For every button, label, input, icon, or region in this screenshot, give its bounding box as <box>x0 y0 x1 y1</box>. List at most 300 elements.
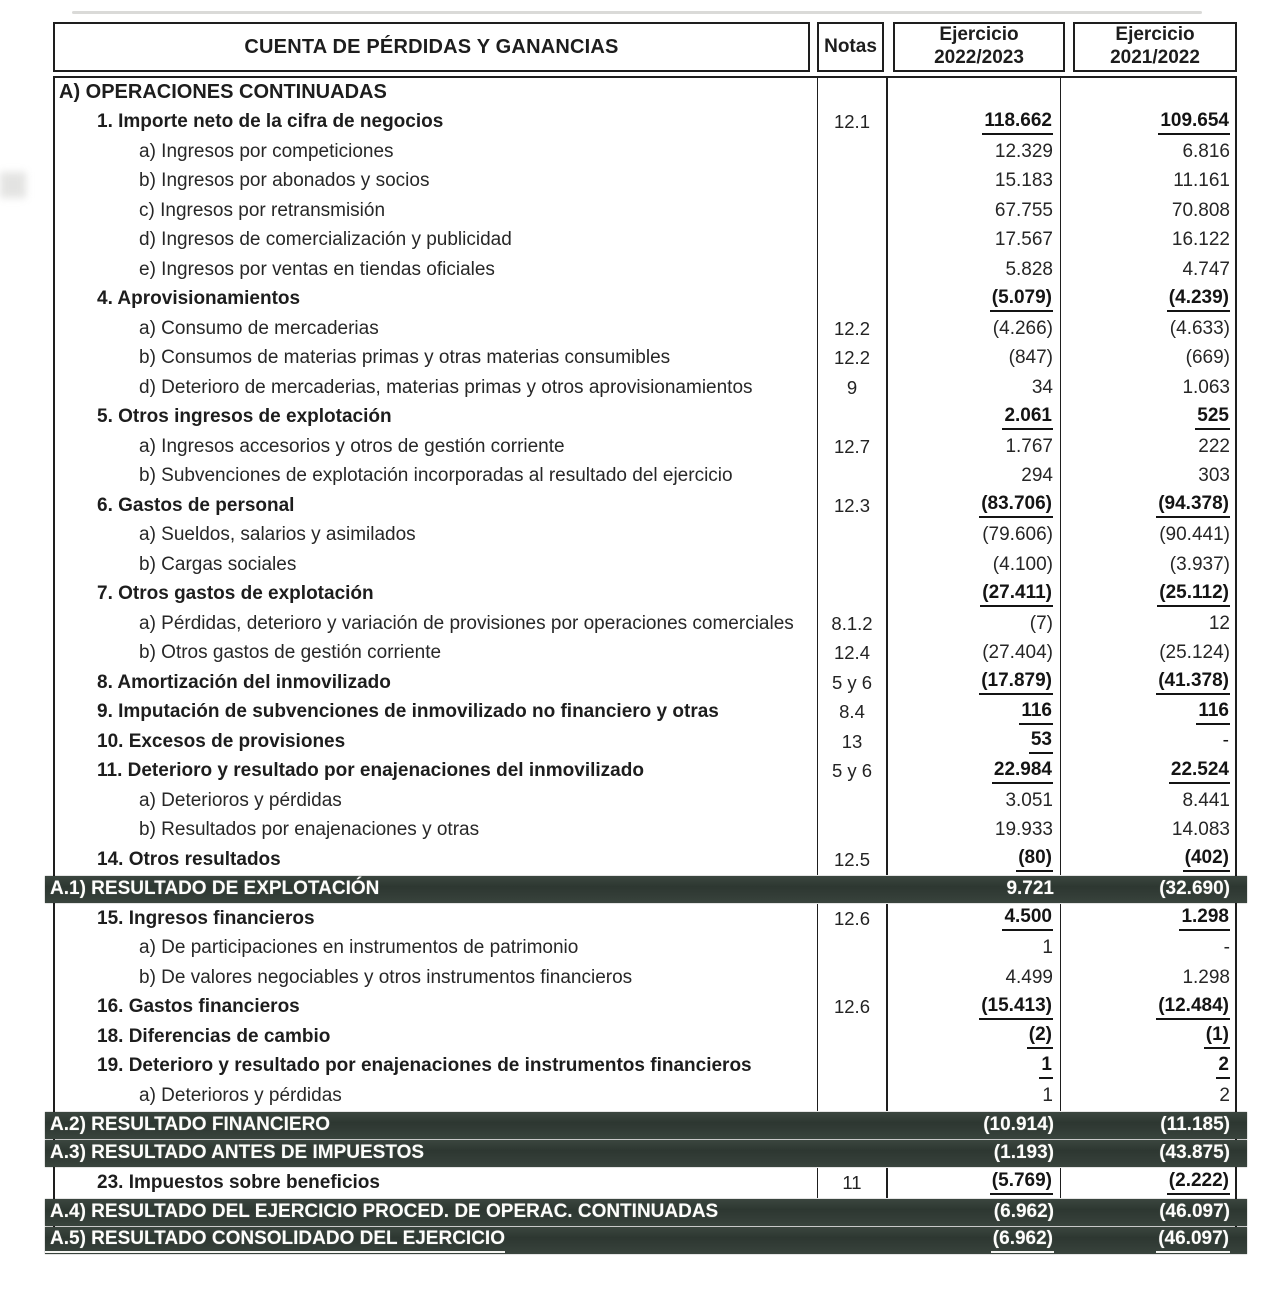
row-note <box>818 78 888 108</box>
value-2021-2022-number: 1.298 <box>1179 906 1230 931</box>
row-label: b) Consumos de materias primas y otras materias consumibles <box>139 347 671 369</box>
row-note <box>818 1022 888 1052</box>
value-2021-2022-number: 1.298 <box>1182 966 1230 988</box>
row-label: 9. Imputación de subvenciones de inmovilizado no financiero y otras <box>97 701 719 723</box>
value-2022-2023 <box>888 698 1061 728</box>
col2-line1: Ejercicio <box>1115 24 1195 46</box>
value-2022-2023 <box>888 1199 1061 1226</box>
value-2022-2023-number: (79.606) <box>982 524 1053 546</box>
table-row <box>55 167 1235 197</box>
table-row <box>55 1168 1235 1198</box>
table-row <box>55 462 1235 492</box>
value-2022-2023-number: (5.079) <box>990 287 1053 312</box>
value-2021-2022-number: (11.185) <box>1160 1114 1230 1136</box>
value-2022-2023 <box>888 1227 1061 1254</box>
value-2022-2023 <box>888 963 1061 993</box>
row-label-cell <box>55 196 818 226</box>
value-2021-2022-number: 22.524 <box>1169 759 1230 784</box>
table-row <box>55 314 1235 344</box>
row-label: a) Ingresos por competiciones <box>139 140 394 162</box>
value-2022-2023 <box>888 1052 1061 1082</box>
row-note <box>818 462 888 492</box>
table-row <box>45 1199 1247 1226</box>
row-label: A.1) RESULTADO DE EXPLOTACIÓN <box>50 878 380 900</box>
row-note <box>818 816 888 846</box>
table-row <box>55 1081 1235 1111</box>
value-2021-2022-number: 303 <box>1198 465 1230 487</box>
row-label: a) De participaciones en instrumentos de patrimonio <box>139 937 579 959</box>
value-2021-2022 <box>1061 845 1235 875</box>
row-label-cell <box>55 963 818 993</box>
value-2021-2022 <box>1061 757 1235 787</box>
row-label: b) Ingresos por abonados y socios <box>139 170 430 192</box>
value-2022-2023-number: (27.411) <box>980 582 1053 607</box>
row-label: b) Subvenciones de explotación incorporadas al resultado del ejercicio <box>139 465 733 487</box>
value-2021-2022-number: (402) <box>1183 847 1230 872</box>
row-label: A.2) RESULTADO FINANCIERO <box>50 1114 331 1136</box>
value-2021-2022-number: 12 <box>1208 612 1230 634</box>
row-label: a) Ingresos accesorios y otros de gestión corriente <box>139 435 565 457</box>
table-row <box>55 196 1235 226</box>
row-note: 12.2 <box>818 314 888 344</box>
bar-spacer <box>1235 1227 1247 1254</box>
row-label-cell <box>55 934 818 964</box>
row-label: a) Sueldos, salarios y asimilados <box>139 524 416 546</box>
value-2021-2022-number: - <box>1222 730 1229 752</box>
value-2022-2023 <box>888 108 1061 138</box>
row-label: A) OPERACIONES CONTINUADAS <box>59 81 387 104</box>
value-2022-2023 <box>888 432 1061 462</box>
value-2022-2023-number: 12.329 <box>994 140 1053 162</box>
value-2022-2023 <box>888 137 1061 167</box>
table-row <box>55 1022 1235 1052</box>
value-2022-2023-number: (6.962) <box>991 1228 1054 1253</box>
row-label: a) Pérdidas, deterioro y variación de provisiones por operaciones comerciales <box>139 612 794 634</box>
value-2021-2022-number: 109.654 <box>1158 110 1230 135</box>
value-2022-2023-number: (10.914) <box>983 1114 1054 1136</box>
row-label-cell <box>55 1081 818 1111</box>
row-label-cell <box>55 137 818 167</box>
col-header-2021-2022 <box>1073 22 1237 72</box>
value-2021-2022 <box>1061 167 1235 197</box>
value-2022-2023-number: 4.500 <box>1002 906 1053 931</box>
value-2021-2022-number: (90.441) <box>1159 524 1230 546</box>
value-2021-2022 <box>1061 462 1235 492</box>
row-note <box>818 1052 888 1082</box>
value-2021-2022-number: (25.112) <box>1157 582 1230 607</box>
table-row <box>55 403 1235 433</box>
row-label: 6. Gastos de personal <box>97 494 295 516</box>
table-row <box>55 373 1235 403</box>
row-note <box>818 934 888 964</box>
row-note <box>818 167 888 197</box>
table-body <box>50 76 1237 1254</box>
table-row <box>55 521 1235 551</box>
row-label-cell <box>45 1140 818 1167</box>
value-2022-2023 <box>888 609 1061 639</box>
row-label-cell <box>55 255 818 285</box>
row-label: c) Ingresos por retransmisión <box>139 199 386 221</box>
value-2022-2023 <box>888 668 1061 698</box>
value-2021-2022-number: (3.937) <box>1169 553 1230 575</box>
table-row <box>55 78 1235 108</box>
value-2021-2022 <box>1061 1052 1235 1082</box>
col2-line2: 2021/2022 <box>1110 47 1200 68</box>
row-note <box>818 1112 888 1139</box>
row-label: A.5) RESULTADO CONSOLIDADO DEL EJERCICIO <box>45 1228 505 1253</box>
row-label: 1. Importe neto de la cifra de negocios <box>97 111 444 133</box>
row-note: 9 <box>818 373 888 403</box>
row-note <box>818 285 888 315</box>
row-label-cell <box>55 904 818 934</box>
row-note: 12.6 <box>818 993 888 1023</box>
row-note <box>818 580 888 610</box>
row-label-cell <box>55 550 818 580</box>
value-2022-2023-number: (27.404) <box>982 642 1053 664</box>
row-label: b) Otros gastos de gestión corriente <box>139 642 442 664</box>
row-label-cell <box>45 1227 818 1254</box>
row-note: 5 y 6 <box>818 668 888 698</box>
value-2021-2022-number: 11.161 <box>1173 170 1230 192</box>
value-2021-2022-number: (2.222) <box>1167 1170 1230 1195</box>
row-label-cell <box>55 698 818 728</box>
value-2021-2022-number: 116 <box>1196 700 1230 725</box>
value-2021-2022 <box>1061 876 1235 903</box>
value-2021-2022-number: (4.239) <box>1167 287 1230 312</box>
value-2022-2023-number: 17.567 <box>994 229 1053 251</box>
value-2022-2023-number: 9.721 <box>1006 878 1054 900</box>
value-2021-2022 <box>1061 1199 1235 1226</box>
value-2021-2022 <box>1061 1227 1235 1254</box>
col1-line1: Ejercicio <box>939 24 1019 46</box>
value-2021-2022-number: (25.124) <box>1159 642 1230 664</box>
row-label-cell <box>55 580 818 610</box>
row-label-cell <box>55 639 818 669</box>
table-row <box>55 727 1235 757</box>
value-2021-2022 <box>1061 580 1235 610</box>
row-label-cell <box>55 757 818 787</box>
value-2021-2022 <box>1061 491 1235 521</box>
row-label-cell <box>55 226 818 256</box>
row-label: 23. Impuestos sobre beneficios <box>97 1171 380 1193</box>
value-2022-2023-number: 2.061 <box>1002 405 1053 430</box>
row-label: 7. Otros gastos de explotación <box>97 583 374 605</box>
row-note <box>818 1081 888 1111</box>
row-label: 16. Gastos financieros <box>97 996 300 1018</box>
row-label: a) Consumo de mercaderias <box>139 317 379 339</box>
value-2022-2023 <box>888 727 1061 757</box>
value-2022-2023-number: 67.755 <box>994 199 1053 221</box>
table-row <box>55 934 1235 964</box>
row-note <box>818 786 888 816</box>
value-2022-2023-number: 118.662 <box>982 110 1053 135</box>
table-row <box>45 876 1247 903</box>
table-row <box>55 668 1235 698</box>
value-2022-2023 <box>888 167 1061 197</box>
row-note: 8.1.2 <box>818 609 888 639</box>
value-2022-2023-number: 1 <box>1042 1084 1053 1106</box>
value-2022-2023 <box>888 1112 1061 1139</box>
row-label: 18. Diferencias de cambio <box>97 1025 331 1047</box>
row-note: 12.6 <box>818 904 888 934</box>
value-2021-2022-number: 2 <box>1219 1084 1230 1106</box>
value-2022-2023-number: (847) <box>1008 347 1053 369</box>
value-2021-2022-number: 6.816 <box>1182 140 1230 162</box>
value-2022-2023-number: (6.962) <box>993 1201 1054 1223</box>
row-label-cell <box>55 845 818 875</box>
row-label-cell <box>45 1199 818 1226</box>
col-header-2022-2023 <box>893 22 1065 72</box>
table-row <box>55 993 1235 1023</box>
row-label-cell <box>55 167 818 197</box>
value-2021-2022 <box>1061 698 1235 728</box>
row-label-cell <box>55 403 818 433</box>
value-2022-2023 <box>888 491 1061 521</box>
value-2022-2023 <box>888 580 1061 610</box>
row-note <box>818 876 888 903</box>
row-note: 12.7 <box>818 432 888 462</box>
value-2022-2023 <box>888 639 1061 669</box>
row-note: 5 y 6 <box>818 757 888 787</box>
value-2022-2023 <box>888 816 1061 846</box>
value-2022-2023-number: 1 <box>1042 937 1053 959</box>
row-label-cell <box>55 432 818 462</box>
value-2021-2022 <box>1061 1112 1235 1139</box>
value-2021-2022 <box>1061 521 1235 551</box>
row-label: 5. Otros ingresos de explotación <box>97 406 392 428</box>
value-2021-2022 <box>1061 934 1235 964</box>
row-label-cell <box>55 1168 818 1198</box>
row-label-cell <box>55 373 818 403</box>
row-note: 13 <box>818 727 888 757</box>
value-2021-2022 <box>1061 668 1235 698</box>
row-note: 12.5 <box>818 845 888 875</box>
value-2022-2023 <box>888 314 1061 344</box>
table-row <box>55 137 1235 167</box>
value-2022-2023-number: 1.767 <box>1005 435 1053 457</box>
value-2021-2022-number: (43.875) <box>1159 1142 1230 1164</box>
bar-spacer <box>1235 1140 1247 1167</box>
value-2022-2023-number: (2) <box>1027 1024 1053 1049</box>
value-2021-2022-number: (12.484) <box>1156 995 1230 1020</box>
row-label: 15. Ingresos financieros <box>97 907 315 929</box>
value-2021-2022 <box>1061 196 1235 226</box>
bar-spacer <box>1235 1112 1247 1139</box>
value-2021-2022-number: 70.808 <box>1171 199 1230 221</box>
row-label-cell <box>55 786 818 816</box>
table-row <box>55 285 1235 315</box>
row-label: 14. Otros resultados <box>97 848 281 870</box>
row-label-cell <box>55 78 818 108</box>
row-label-cell <box>55 521 818 551</box>
col-header-notas: Notas <box>817 22 884 72</box>
value-2021-2022-number: 2 <box>1216 1054 1230 1079</box>
row-label: b) Cargas sociales <box>139 553 297 575</box>
value-2021-2022-number: 1.063 <box>1182 376 1230 398</box>
value-2021-2022 <box>1061 108 1235 138</box>
row-note <box>818 550 888 580</box>
table-row <box>45 1140 1247 1167</box>
row-label: 11. Deterioro y resultado por enajenaciones del inmovilizado <box>97 760 644 782</box>
value-2022-2023 <box>888 78 1061 108</box>
value-2022-2023-number: (15.413) <box>979 995 1053 1020</box>
value-2022-2023-number: 116 <box>1019 700 1053 725</box>
row-label: 8. Amortización del inmovilizado <box>97 671 391 693</box>
row-note <box>818 403 888 433</box>
value-2021-2022 <box>1061 314 1235 344</box>
table-row <box>55 786 1235 816</box>
row-label: b) Resultados por enajenaciones y otras <box>139 819 480 841</box>
table-title: CUENTA DE PÉRDIDAS Y GANANCIAS <box>53 22 810 72</box>
value-2021-2022 <box>1061 1168 1235 1198</box>
table-row <box>55 1052 1235 1082</box>
value-2022-2023-number: 34 <box>1031 376 1053 398</box>
value-2022-2023-number: (1.193) <box>993 1142 1054 1164</box>
scan-artifact-smudge <box>0 172 26 198</box>
row-label-cell <box>55 993 818 1023</box>
value-2021-2022 <box>1061 137 1235 167</box>
table-row <box>55 255 1235 285</box>
value-2021-2022-number: (46.097) <box>1159 1201 1230 1223</box>
row-label-cell <box>55 816 818 846</box>
value-2021-2022 <box>1061 1022 1235 1052</box>
row-note <box>818 1140 888 1167</box>
value-2021-2022 <box>1061 786 1235 816</box>
row-note <box>818 1199 888 1226</box>
row-note: 8.4 <box>818 698 888 728</box>
row-label-cell <box>55 285 818 315</box>
value-2022-2023-number: 53 <box>1029 729 1053 754</box>
value-2022-2023 <box>888 845 1061 875</box>
value-2022-2023 <box>888 757 1061 787</box>
value-2022-2023-number: 294 <box>1021 465 1053 487</box>
value-2022-2023-number: 15.183 <box>994 170 1053 192</box>
row-label-cell <box>55 314 818 344</box>
table-row <box>45 1227 1247 1254</box>
table-row <box>55 845 1235 875</box>
row-label: b) De valores negociables y otros instrumentos financieros <box>139 966 633 988</box>
value-2021-2022-number: 525 <box>1195 405 1230 430</box>
value-2021-2022-number: (1) <box>1204 1024 1230 1049</box>
value-2021-2022-number: (669) <box>1185 347 1230 369</box>
value-2021-2022-number: (46.097) <box>1156 1228 1230 1253</box>
value-2022-2023 <box>888 876 1061 903</box>
table-row <box>55 550 1235 580</box>
value-2021-2022 <box>1061 226 1235 256</box>
value-2022-2023-number: (17.879) <box>979 670 1053 695</box>
col1-line2: 2022/2023 <box>934 47 1024 68</box>
value-2021-2022-number: (94.378) <box>1156 493 1230 518</box>
row-note <box>818 255 888 285</box>
value-2022-2023 <box>888 1140 1061 1167</box>
value-2021-2022-number: 16.122 <box>1171 229 1230 251</box>
bar-spacer <box>1235 1199 1247 1226</box>
row-label: 19. Deterioro y resultado por enajenaciones de instrumentos financieros <box>97 1055 752 1077</box>
table-row <box>55 432 1235 462</box>
table-row <box>45 1112 1247 1139</box>
value-2021-2022-number: (32.690) <box>1159 878 1230 900</box>
value-2022-2023-number: 19.933 <box>994 819 1053 841</box>
table-row <box>55 344 1235 374</box>
table-row <box>55 816 1235 846</box>
value-2022-2023 <box>888 285 1061 315</box>
row-label-cell <box>55 668 818 698</box>
value-2021-2022-number: 14.083 <box>1171 819 1230 841</box>
value-2021-2022-number: (41.378) <box>1156 670 1230 695</box>
value-2022-2023 <box>888 550 1061 580</box>
value-2021-2022 <box>1061 78 1235 108</box>
value-2022-2023 <box>888 1022 1061 1052</box>
row-label: 10. Excesos de provisiones <box>97 730 346 752</box>
value-2022-2023 <box>888 1081 1061 1111</box>
row-note <box>818 521 888 551</box>
value-2022-2023 <box>888 786 1061 816</box>
row-label-cell <box>55 1052 818 1082</box>
value-2021-2022 <box>1061 285 1235 315</box>
value-2022-2023 <box>888 373 1061 403</box>
row-label-cell <box>55 344 818 374</box>
value-2022-2023 <box>888 904 1061 934</box>
value-2021-2022 <box>1061 993 1235 1023</box>
table-row <box>55 757 1235 787</box>
row-label-cell <box>55 462 818 492</box>
value-2022-2023-number: (5.769) <box>990 1170 1053 1195</box>
value-2022-2023 <box>888 226 1061 256</box>
value-2022-2023-number: (83.706) <box>979 493 1053 518</box>
row-label: d) Deterioro de mercaderias, materias primas y otros aprovisionamientos <box>139 376 753 398</box>
row-label: A.4) RESULTADO DEL EJERCICIO PROCED. DE OPERAC. CONTINUADAS <box>50 1201 719 1223</box>
value-2022-2023-number: (80) <box>1016 847 1053 872</box>
value-2022-2023-number: 22.984 <box>992 759 1053 784</box>
row-note <box>818 196 888 226</box>
row-label: d) Ingresos de comercialización y publicidad <box>139 229 512 251</box>
value-2021-2022 <box>1061 609 1235 639</box>
table-row <box>55 904 1235 934</box>
value-2021-2022 <box>1061 255 1235 285</box>
value-2021-2022 <box>1061 344 1235 374</box>
value-2021-2022-number: (4.633) <box>1169 317 1230 339</box>
value-2021-2022-number: 4.747 <box>1182 258 1230 280</box>
table-row <box>55 963 1235 993</box>
value-2021-2022 <box>1061 550 1235 580</box>
value-2022-2023 <box>888 934 1061 964</box>
table-row <box>55 491 1235 521</box>
row-note <box>818 226 888 256</box>
table-row <box>55 609 1235 639</box>
table-row <box>55 226 1235 256</box>
value-2022-2023 <box>888 344 1061 374</box>
value-2021-2022 <box>1061 904 1235 934</box>
row-note <box>818 137 888 167</box>
row-label-cell <box>45 1112 818 1139</box>
value-2022-2023-number: 5.828 <box>1005 258 1053 280</box>
value-2022-2023 <box>888 1168 1061 1198</box>
value-2022-2023 <box>888 993 1061 1023</box>
row-note: 12.3 <box>818 491 888 521</box>
row-label: e) Ingresos por ventas en tiendas oficiales <box>139 258 495 280</box>
value-2021-2022 <box>1061 639 1235 669</box>
value-2021-2022 <box>1061 1081 1235 1111</box>
value-2021-2022 <box>1061 403 1235 433</box>
table-row <box>55 108 1235 138</box>
value-2022-2023 <box>888 255 1061 285</box>
row-note <box>818 1227 888 1254</box>
row-label: a) Deterioros y pérdidas <box>139 1084 342 1106</box>
value-2022-2023-number: (4.266) <box>992 317 1053 339</box>
table-row <box>55 580 1235 610</box>
value-2022-2023-number: 3.051 <box>1005 789 1053 811</box>
value-2021-2022-number: 8.441 <box>1182 789 1230 811</box>
